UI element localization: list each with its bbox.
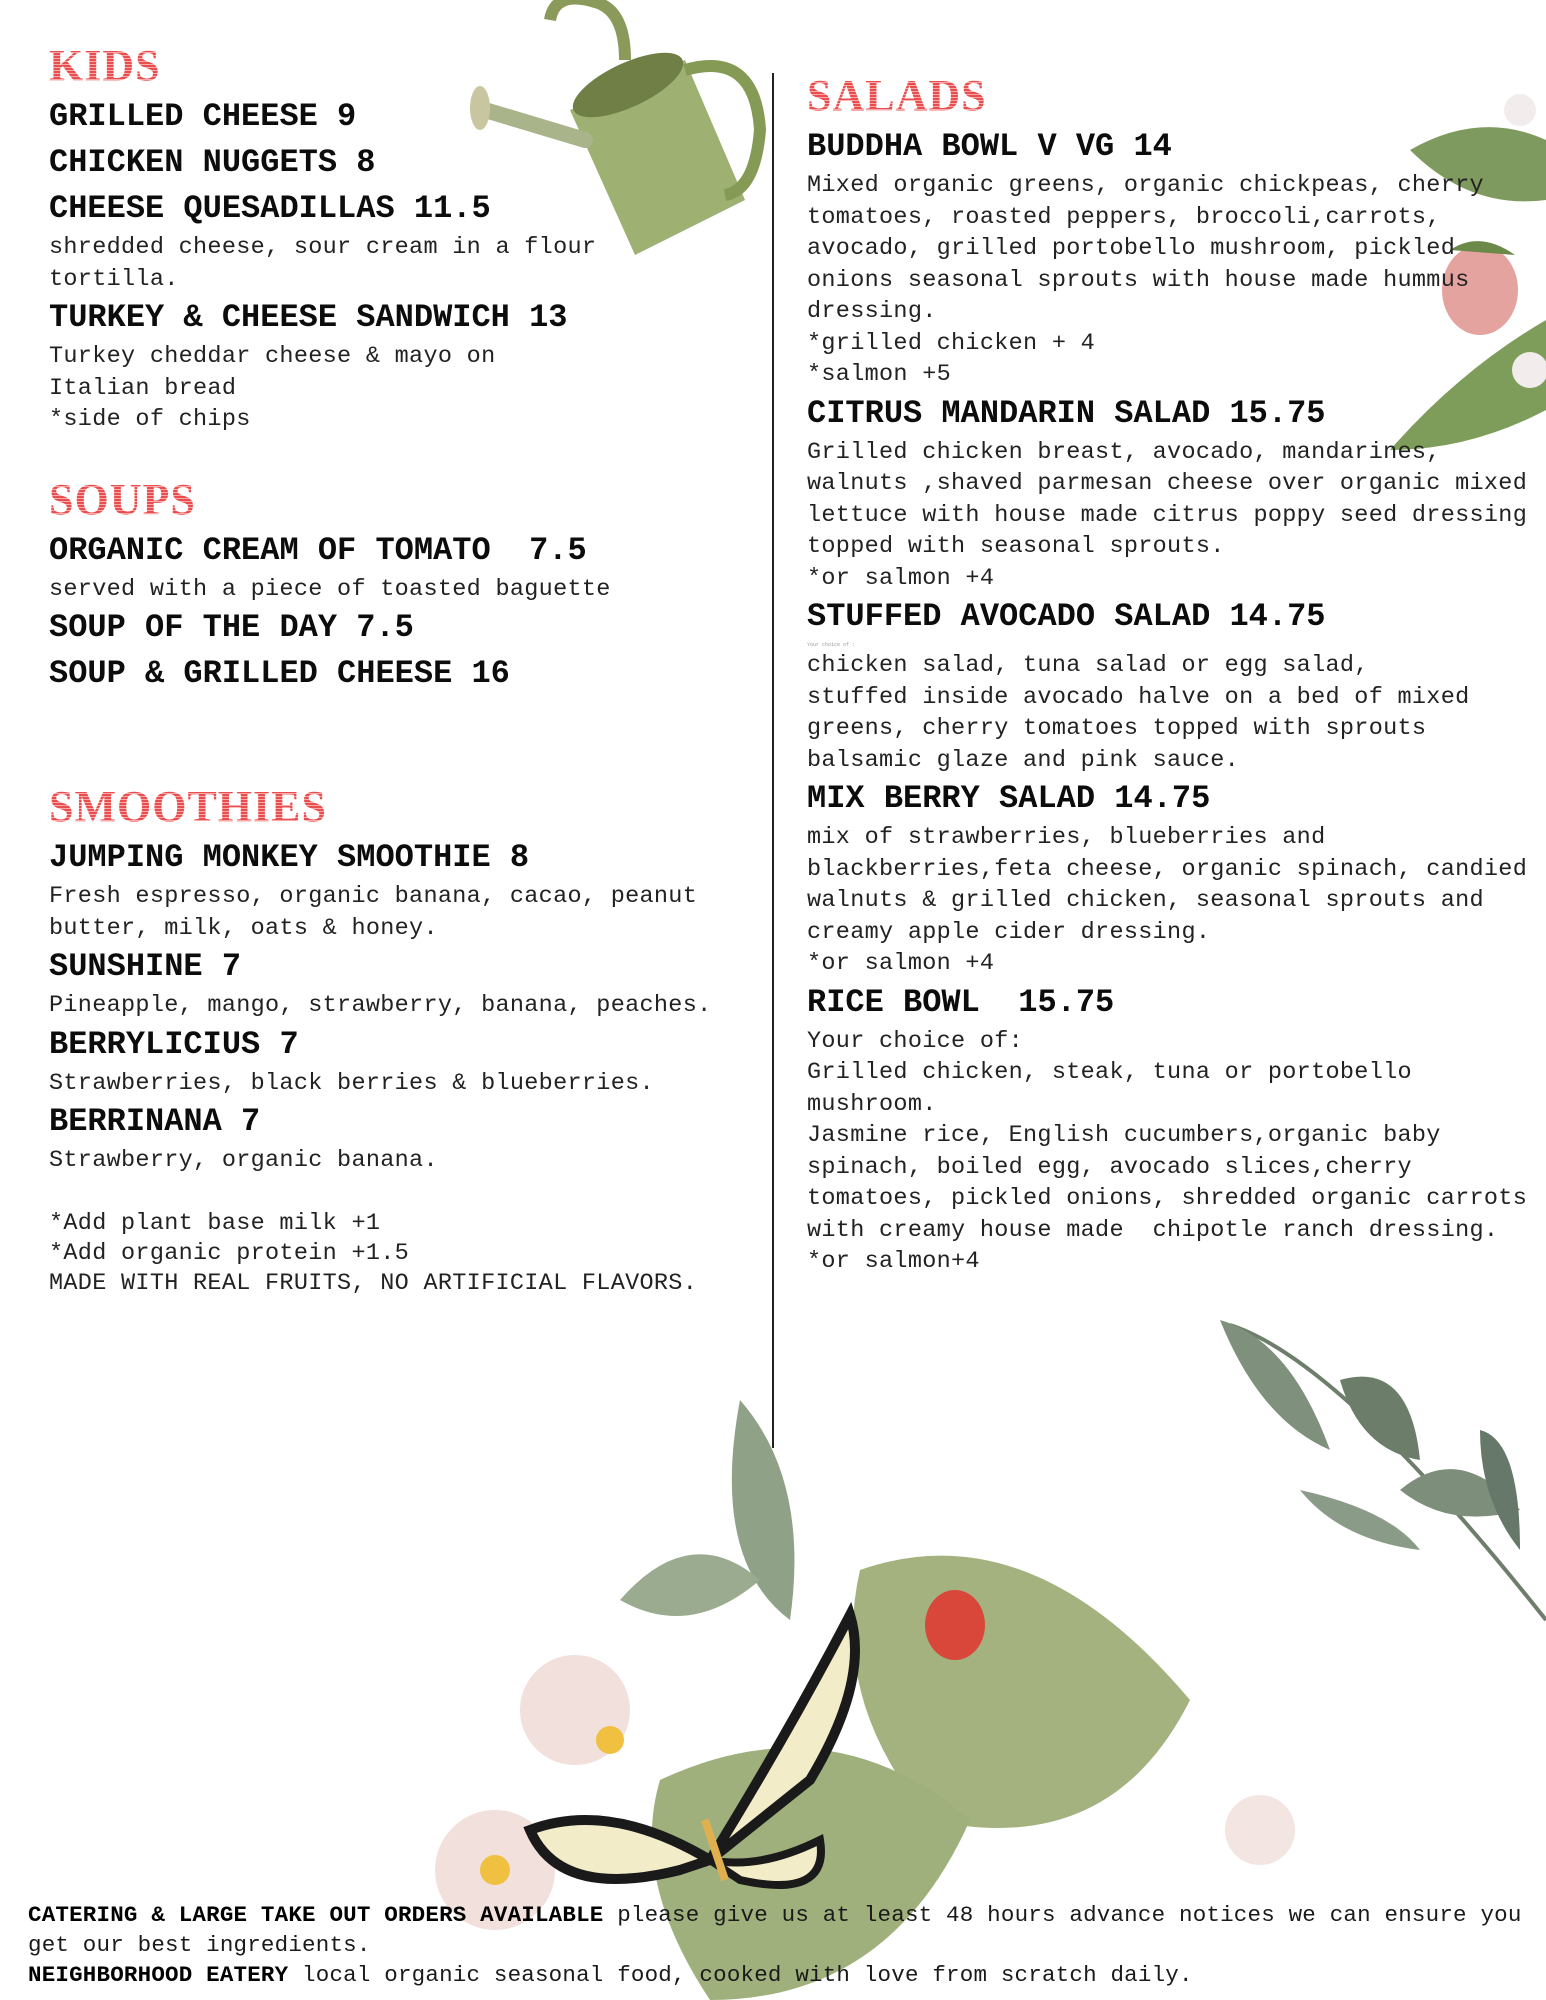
left-column [49,38,749,1299]
item-description: Pineapple, mango, strawberry, banana, peaches. [49,992,712,1019]
menu-item: CHEESE QUESADILLAS 11.5 [49,190,491,227]
menu-item: TURKEY & CHEESE SANDWICH 13 [49,299,568,336]
menu-item: STUFFED AVOCADO SALAD 14.75 [807,598,1326,635]
item-description: stuffed inside avocado halve on a bed of mixed [807,683,1470,711]
menu-item: MIX BERRY SALAD 14.75 [807,780,1211,817]
item-description: Grilled chicken, steak, tuna or portobello [807,1059,1412,1086]
item-description: *or salmon +4 [807,950,995,977]
menu-item: JUMPING MONKEY SMOOTHIE 8 [49,839,530,876]
item-description: tomatoes, roasted peppers, broccoli,carrots, [807,203,1441,231]
item-description: Turkey cheddar cheese & mayo on [49,343,496,370]
menu-item: BERRINANA 7 [49,1103,261,1140]
item-description: avocado, grilled portobello mushroom, pickled [807,235,1456,262]
catering-label: CATERING & LARGE TAKE OUT ORDERS AVAILABLE [28,1902,604,1928]
menu-item: RICE BOWL 15.75 [807,983,1115,1021]
item-description: balsamic glaze and pink sauce. [807,746,1240,774]
menu-item: SOUP OF THE DAY 7.5 [49,609,414,646]
salads-section [807,68,1527,1278]
note: MADE WITH REAL FRUITS, NO ARTIFICIAL FLAVORS. [49,1269,698,1297]
item-description: walnuts ,shaved parmesan cheese over organic mixed [807,470,1528,497]
item-description: topped with seasonal sprouts. [807,533,1225,560]
item-description: Fresh espresso, organic banana, cacao, peanut [49,883,698,910]
item-description: greens, cherry tomatoes topped with sprouts [807,715,1427,742]
item-description: Strawberries, black berries & blueberries. [49,1069,654,1097]
item-description: butter, milk, oats & honey. [49,914,438,942]
item-description: *or salmon +4 [807,564,995,592]
item-description: served with a piece of toasted baguette [49,575,611,603]
menu-item: GRILLED CHEESE 9 [49,98,357,135]
menu-item: CHICKEN NUGGETS 8 [49,144,376,181]
smoothies-section [49,779,749,1299]
item-description: chicken salad, tuna salad or egg salad, [807,652,1369,679]
note: *Add plant base milk +1 [49,1209,381,1237]
smoothie-notes [49,1209,749,1299]
tiny-note: Your choice of : [807,642,856,648]
item-description: *side of chips [49,406,251,433]
item-description: *or salmon+4 [807,1248,980,1275]
item-description: tomatoes, pickled onions, shredded organic carrots [807,1185,1528,1212]
item-description: Strawberry, organic banana. [49,1147,438,1174]
note: *Add organic protein +1.5 [49,1239,410,1267]
item-description: tortilla. [49,265,179,293]
item-description: blackberries,feta cheese, organic spinach, candied [807,855,1528,883]
soups-section [49,472,749,698]
section-heading-kids: KIDS [49,38,749,94]
item-description: spinach, boiled egg, avocado slices,cherry [807,1153,1412,1181]
item-description: *grilled chicken + 4 [807,329,1096,357]
menu-item: BUDDHA BOWL V VG 14 [807,128,1172,165]
item-description: mushroom. [807,1090,937,1118]
section-heading-smoothies: SMOOTHIES [49,779,749,835]
footer [28,1900,1528,1990]
footer-eatery-line [28,1960,1528,1990]
item-description: mix of strawberries, blueberries and [807,824,1326,851]
footer-catering-line [28,1900,1528,1960]
item-description: Mixed organic greens, organic chickpeas, cherry [807,172,1484,199]
kids-section [49,38,749,436]
menu-item: ORGANIC CREAM OF TOMATO 7.5 [49,531,587,569]
menu-item: CITRUS MANDARIN SALAD 15.75 [807,394,1326,432]
item-description: with creamy house made chipotle ranch dressing. [807,1216,1499,1244]
right-column [807,68,1527,1278]
catering-text: please give us at least 48 hours advance notices we can ensure you get our best ingredients. [28,1902,1522,1958]
item-description: onions seasonal sprouts with house made hummus [807,266,1470,294]
item-description: walnuts & grilled chicken, seasonal sprouts and [807,887,1484,914]
item-description: Grilled chicken breast, avocado, mandarines, [807,438,1441,466]
column-divider [772,73,774,1448]
menu-item: SOUP & GRILLED CHEESE 16 [49,655,510,692]
eatery-text: local organic seasonal food, cooked with love from scratch daily. [288,1962,1193,1988]
item-description: Jasmine rice, English cucumbers,organic baby [807,1122,1441,1149]
menu-item: SUNSHINE 7 [49,948,242,985]
item-description: shredded cheese, sour cream in a flour [49,234,597,261]
item-description: *salmon +5 [807,361,952,388]
item-description: dressing. [807,298,937,325]
item-description: Your choice of: [807,1027,1024,1055]
item-description: lettuce with house made citrus poppy seed dressing [807,501,1528,529]
menu-item: BERRYLICIUS 7 [49,1025,299,1063]
eatery-label: NEIGHBORHOOD EATERY [28,1962,289,1988]
item-description: creamy apple cider dressing. [807,918,1211,946]
item-description: Italian bread [49,374,237,402]
section-heading-soups: SOUPS [49,472,749,528]
section-heading-salads: SALADS [807,68,1527,124]
